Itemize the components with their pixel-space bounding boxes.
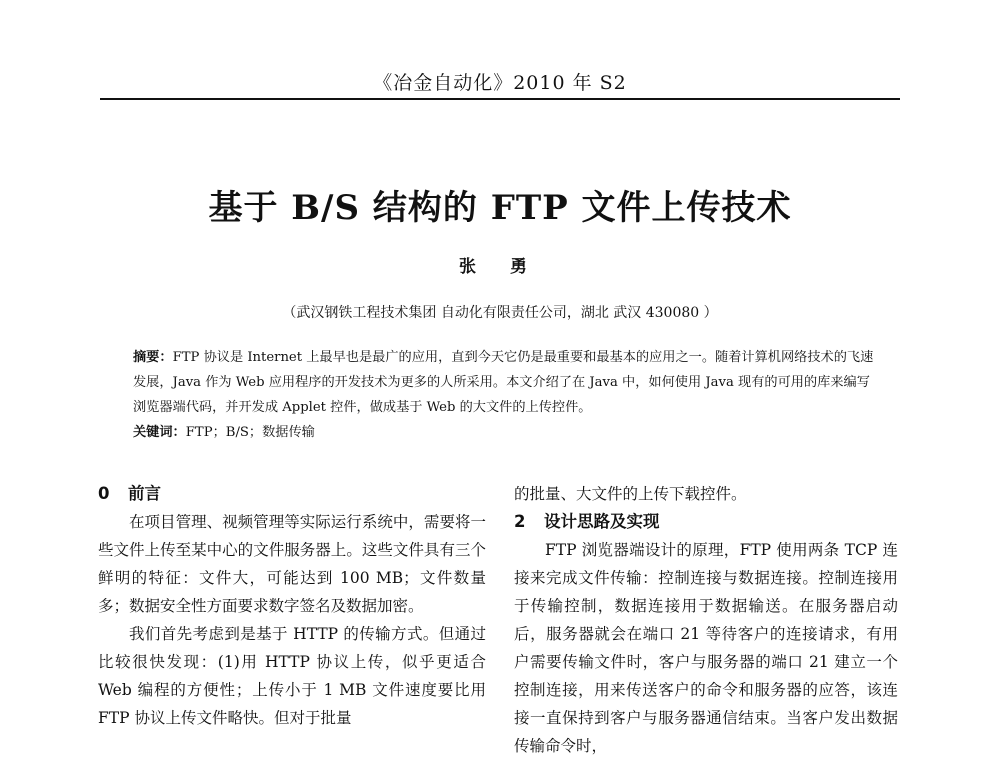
abstract-block: [133, 345, 878, 445]
section-2-number: 2: [514, 512, 526, 531]
section-2-heading: [514, 508, 898, 536]
keywords-label: 关键词：: [133, 425, 186, 440]
abstract: [133, 345, 878, 420]
abstract-label: 摘要：: [133, 350, 173, 365]
keywords-text: FTP；B/S；数据传输: [185, 425, 315, 440]
left-paragraph-1: 在项目管理、视频管理等实际运行系统中，需要将一些文件上传至某中心的文件服务器上。这些文件具有三个鲜明的特征：文件大，可能达到 100 MB；文件数量多；数据安全性方面要求数字签名及数据加密。: [98, 513, 486, 615]
paper-affiliation: （武汉钢铁工程技术集团 自动化有限责任公司，湖北 武汉 430080 ）: [282, 305, 718, 321]
right-column: [514, 480, 898, 760]
left-column: [98, 480, 486, 732]
abstract-text: FTP 协议是 Internet 上最早也是最广的应用，直到今天它仍是最重要和最基本的应用之一。随着计算机网络技术的飞速发展，Java 作为 Web 应用程序的开发技术为更多的人所采用。本文介绍了在 Java 中，如何使用 Java 现有的可用的库来编写浏览器端代码，并开发成 Applet 控件，做成基于 Web 的大文件的上传控件。: [133, 350, 874, 415]
right-continuation: 的批量、大文件的上传下载控件。: [514, 485, 747, 503]
keywords: [133, 420, 878, 445]
paper-author: 张 勇: [459, 257, 541, 277]
journal-header: 《冶金自动化》2010 年 S2: [373, 72, 627, 94]
section-0-title: 前言: [128, 484, 161, 503]
section-0-number: 0: [98, 484, 110, 503]
left-paragraph-2: 我们首先考虑到是基于 HTTP 的传输方式。但通过比较很快发现：(1)用 HTTP 协议上传，似乎更适合 Web 编程的方便性；上传小于 1 MB 文件速度要比用 FTP 协议上传文件略快。但对于批量: [98, 625, 486, 727]
section-0-heading: [98, 480, 486, 508]
header-rule: [100, 98, 900, 100]
section-2-title: 设计思路及实现: [544, 512, 660, 531]
paper-title: 基于 B/S 结构的 FTP 文件上传技术: [208, 188, 792, 228]
right-paragraph-1: FTP 浏览器端设计的原理，FTP 使用两条 TCP 连接来完成文件传输：控制连接与数据连接。控制连接用于传输控制，数据连接用于数据输送。在服务器启动后，服务器就会在端口 21 等待客户的连接请求，有用户需要传输文件时，客户与服务器的端口 21 建立一个控制连接，用来传送客户的命令和服务器的应答，该连接一直保持到客户与服务器通信结束。当客户发出数据传输命令时，: [514, 541, 898, 755]
